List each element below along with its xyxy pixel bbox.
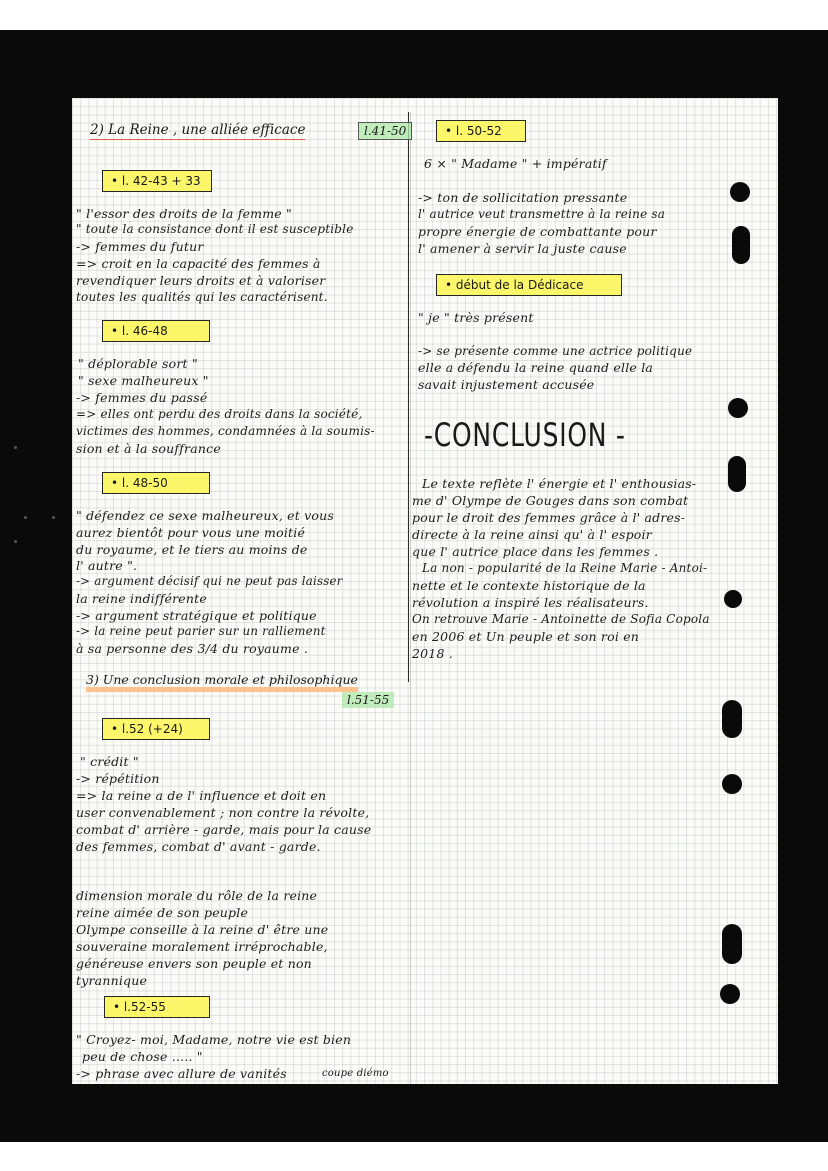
text-line: généreuse envers son peuple et non [76, 956, 312, 971]
text-line: " je " très présent [418, 310, 534, 325]
top-margin [0, 0, 828, 30]
text-line: -> argument stratégique et politique [76, 608, 317, 623]
text-line: du royaume, et le tiers au moins de [76, 542, 308, 557]
text-line: " sexe malheureux " [78, 373, 209, 388]
text-line: -> la reine peut parier sur un ralliement [76, 624, 326, 638]
text-line: Olympe conseille à la reine d' être une [76, 922, 329, 937]
text-line: -> argument décisif qui ne peut pas laisser [76, 574, 343, 588]
text-line: en 2006 et Un peuple et son roi en [412, 629, 640, 644]
text-line: des femmes, combat d' avant - garde. [76, 839, 321, 854]
text-line: -> ton de sollicitation pressante [418, 190, 628, 205]
bottom-margin [0, 1142, 828, 1171]
text-line: aurez bientôt pour vous une moitié [76, 525, 306, 540]
text-line: 2018 . [412, 646, 453, 661]
tag-l42-43: • l. 42-43 + 33 [102, 170, 212, 192]
section-3-heading: 3) Une conclusion morale et philosophique [86, 672, 358, 692]
text-line: elle a défendu la reine quand elle la [418, 360, 654, 375]
punch-hole [728, 398, 748, 418]
tag-l52-55: • l.52-55 [104, 996, 210, 1018]
notebook-page [72, 98, 778, 1084]
column-margin-line [410, 112, 411, 1084]
text-line: pour le droit des femmes grâce à l' adres- [412, 510, 686, 525]
scan-speck [24, 516, 27, 519]
text-line: " crédit " [80, 754, 139, 769]
text-line: me d' Olympe de Gouges dans son combat [412, 493, 689, 508]
text-line: peu de chose ..... " [82, 1049, 203, 1064]
punch-hole [720, 984, 740, 1004]
punch-hole [730, 182, 750, 202]
section-3-line-ref: l.51-55 [342, 692, 394, 708]
text-line: " Croyez- moi, Madame, notre vie est bien [76, 1032, 352, 1047]
margin-note: coupe diémo [322, 1068, 389, 1079]
text-line: -> phrase avec allure de vanités [76, 1066, 287, 1081]
text-line: directe à la reine ainsi qu' à l' espoir [412, 527, 652, 542]
text-line: l' amener à servir la juste cause [418, 241, 627, 256]
text-line: nette et le contexte historique de la [412, 578, 646, 593]
text-line: dimension morale du rôle de la reine [76, 888, 318, 903]
text-line: => la reine a de l' influence et doit en [76, 788, 327, 803]
text-line: victimes des hommes, condamnées à la soumis- [76, 424, 375, 438]
punch-hole [728, 456, 746, 492]
text-line: => elles ont perdu des droits dans la société, [76, 407, 363, 421]
text-line: Le texte reflète l' énergie et l' enthousias- [422, 476, 697, 491]
text-line: toutes les qualités qui les caractérisent. [76, 290, 328, 304]
punch-hole [722, 700, 742, 738]
scan-speck [52, 516, 55, 519]
section-2-line-ref: l.41-50 [358, 122, 412, 140]
text-line: On retrouve Marie - Antoinette de Sofia Copola [412, 612, 710, 626]
punch-hole [724, 590, 742, 608]
text-line: -> femmes du futur [76, 239, 204, 254]
section-2-heading: 2) La Reine , une alliée efficace [90, 122, 306, 138]
column-divider [408, 112, 409, 682]
text-line: La non - popularité de la Reine Marie - Antoi- [422, 561, 708, 575]
text-line: => croit en la capacité des femmes à [76, 256, 321, 271]
punch-hole [722, 924, 742, 964]
text-line: " déplorable sort " [78, 356, 198, 371]
text-line: combat d' arrière - garde, mais pour la cause [76, 822, 372, 837]
text-line: l' autrice veut transmettre à la reine sa [418, 207, 666, 221]
text-line: " toute la consistance dont il est susceptible [76, 222, 354, 236]
text-line: souveraine moralement irréprochable, [76, 939, 328, 954]
scan-speck [14, 446, 17, 449]
text-line: revendiquer leurs droits et à valoriser [76, 273, 326, 288]
text-line: -> se présente comme une actrice politique [418, 344, 693, 358]
tag-l52: • l.52 (+24) [102, 718, 210, 740]
text-line: que l' autrice place dans les femmes . [412, 544, 659, 559]
tag-l50-52: • l. 50-52 [436, 120, 526, 142]
text-line: -> femmes du passé [76, 390, 208, 405]
text-line: savait injustement accusée [418, 377, 595, 392]
text-line: reine aimée de son peuple [76, 905, 249, 920]
text-line: 6 × " Madame " + impératif [424, 156, 607, 171]
text-line: -> répétition [76, 771, 160, 786]
text-line: sion et à la souffrance [76, 441, 221, 456]
text-line: " l'essor des droits de la femme " [76, 206, 293, 221]
conclusion-title: -CONCLUSION - [424, 416, 626, 454]
punch-hole [732, 226, 750, 264]
text-line: " défendez ce sexe malheureux, et vous [76, 508, 335, 523]
scan-speck [14, 540, 17, 543]
tag-l48-50: • l. 48-50 [102, 472, 210, 494]
text-line: l' autre ". [76, 558, 138, 573]
text-line: la reine indifférente [76, 591, 207, 606]
text-line: user convenablement ; non contre la révolte, [76, 805, 370, 820]
text-line: tyrannique [76, 973, 148, 988]
tag-l46-48: • l. 46-48 [102, 320, 210, 342]
text-line: propre énergie de combattante pour [418, 224, 657, 239]
tag-debut-dedicace: • début de la Dédicace [436, 274, 622, 296]
text-line: à sa personne des 3/4 du royaume . [76, 641, 309, 656]
punch-hole [722, 774, 742, 794]
text-line: révolution a inspiré les réalisateurs. [412, 595, 649, 610]
